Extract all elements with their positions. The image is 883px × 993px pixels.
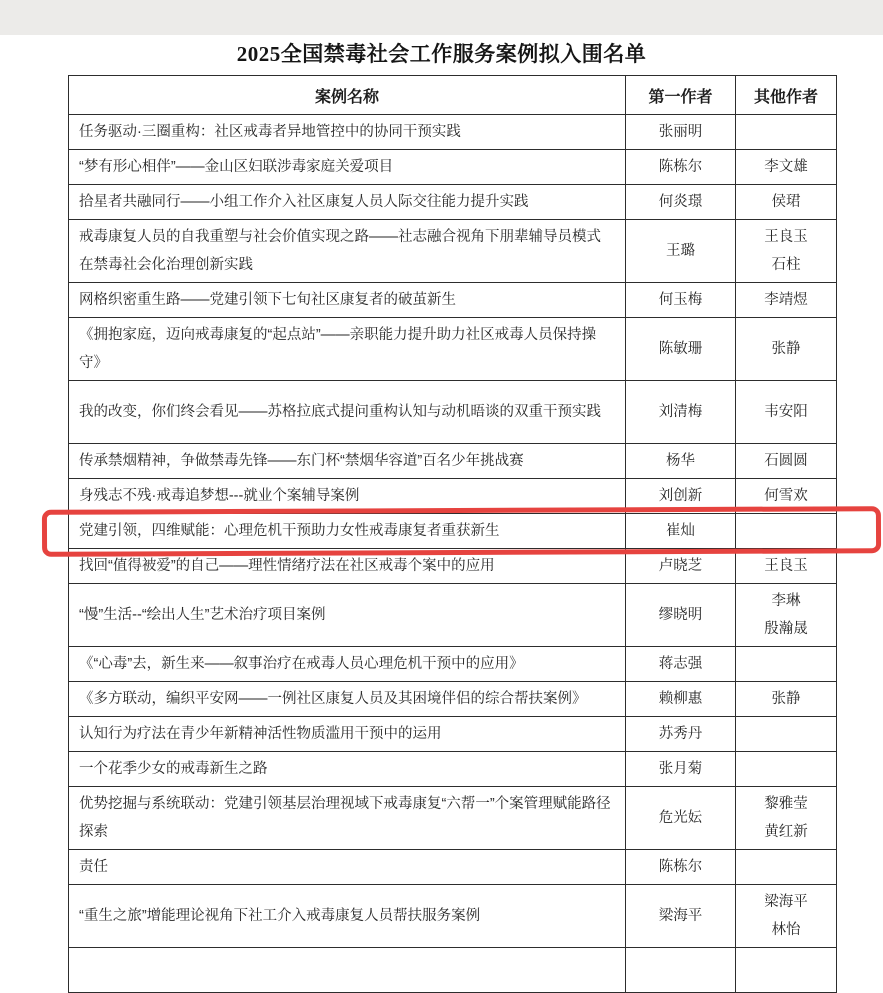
other-authors-cell: [736, 584, 837, 647]
other-authors-cell: [736, 717, 837, 752]
table-row: [69, 220, 837, 283]
other-authors-cell: [736, 283, 837, 318]
table-row: [69, 787, 837, 850]
first-author-cell: 蒋志强: [626, 647, 736, 682]
case-name-cell: “重生之旅”增能理论视角下社工介入戒毒康复人员帮扶服务案例: [69, 885, 626, 948]
table-row: [69, 115, 837, 150]
empty-cell: [736, 948, 837, 993]
other-authors-cell: [736, 850, 837, 885]
other-authors-cell: [736, 682, 837, 717]
other-authors-cell: [736, 647, 837, 682]
other-author-name: 殷瀚晟: [764, 621, 808, 637]
first-author-cell: 卢晓芝: [626, 549, 736, 584]
other-authors-cell: [736, 220, 837, 283]
case-name-cell: 责任: [69, 850, 626, 885]
table-body: [69, 115, 837, 993]
table-row: [69, 479, 837, 514]
table-row: [69, 682, 837, 717]
header-other-authors: 其他作者: [736, 76, 837, 115]
table-row: [69, 850, 837, 885]
case-name-cell: 身残志不残·戒毒追梦想---就业个案辅导案例: [69, 479, 626, 514]
other-author-name: 李文雄: [764, 159, 808, 175]
other-authors-cell: [736, 479, 837, 514]
first-author-cell: 张丽明: [626, 115, 736, 150]
first-author-cell: 陈栋尔: [626, 850, 736, 885]
table-row: [69, 584, 837, 647]
empty-cell: [626, 948, 736, 993]
first-author-cell: 危光妘: [626, 787, 736, 850]
table-row: [69, 185, 837, 220]
case-name-cell: 我的改变，你们终会看见——苏格拉底式提问重构认知与动机晤谈的双重干预实践: [69, 381, 626, 444]
first-author-cell: 何玉梅: [626, 283, 736, 318]
table-row: [69, 647, 837, 682]
case-name-cell: 网格织密重生路——党建引领下七旬社区康复者的破茧新生: [69, 283, 626, 318]
other-authors-cell: [736, 381, 837, 444]
first-author-cell: 刘创新: [626, 479, 736, 514]
case-name-cell: 戒毒康复人员的自我重塑与社会价值实现之路——社志融合视角下朋辈辅导员模式在禁毒社会化治理创新实践: [69, 220, 626, 283]
case-name-cell: 找回“值得被爱”的自己——理性情绪疗法在社区戒毒个案中的应用: [69, 549, 626, 584]
case-name-cell: 一个花季少女的戒毒新生之路: [69, 752, 626, 787]
table-row: [69, 283, 837, 318]
table-row: [69, 752, 837, 787]
header-first-author: 第一作者: [626, 76, 736, 115]
other-author-name: 侯珺: [771, 194, 801, 210]
other-author-name: 李靖煜: [764, 292, 808, 308]
table-row: [69, 150, 837, 185]
other-author-name: 张静: [771, 691, 801, 707]
other-authors-cell: [736, 318, 837, 381]
table-row-partial: [69, 948, 837, 993]
other-author-name: 韦安阳: [764, 404, 808, 420]
other-authors-cell: [736, 885, 837, 948]
case-name-cell: 《多方联动，编织平安网——一例社区康复人员及其困境伴侣的综合帮扶案例》: [69, 682, 626, 717]
table-row: [69, 381, 837, 444]
empty-cell: [69, 948, 626, 993]
first-author-cell: 崔灿: [626, 514, 736, 549]
case-name-cell: “梦有形心相伴”——金山区妇联涉毒家庭关爱项目: [69, 150, 626, 185]
first-author-cell: 赖柳惠: [626, 682, 736, 717]
other-authors-cell: [736, 549, 837, 584]
other-authors-cell: [736, 444, 837, 479]
other-author-name: 王良玉: [764, 229, 808, 245]
other-author-name: 黎雅莹: [764, 796, 808, 812]
other-authors-cell: [736, 514, 837, 549]
other-authors-cell: [736, 787, 837, 850]
case-name-cell: 优势挖掘与系统联动：党建引领基层治理视域下戒毒康复“六帮一”个案管理赋能路径探索: [69, 787, 626, 850]
other-author-name: 黄红新: [764, 824, 808, 840]
case-name-cell: 传承禁烟精神，争做禁毒先锋——东门杯“禁烟华容道”百名少年挑战赛: [69, 444, 626, 479]
table-row: [69, 318, 837, 381]
first-author-cell: 杨华: [626, 444, 736, 479]
other-author-name: 王良玉: [764, 558, 808, 574]
first-author-cell: 何炎璟: [626, 185, 736, 220]
other-author-name: 何雪欢: [764, 488, 808, 504]
header-row: [69, 76, 837, 115]
top-gray-band: [0, 0, 883, 35]
other-authors-cell: [736, 115, 837, 150]
table-header: [69, 76, 837, 115]
case-name-cell: 党建引领，四维赋能：心理危机干预助力女性戒毒康复者重获新生: [69, 514, 626, 549]
header-case-name: 案例名称: [69, 76, 626, 115]
first-author-cell: 张月菊: [626, 752, 736, 787]
first-author-cell: 王璐: [626, 220, 736, 283]
other-author-name: 梁海平: [764, 894, 808, 910]
other-authors-cell: [736, 185, 837, 220]
case-name-cell: 《拥抱家庭，迈向戒毒康复的“起点站”——亲职能力提升助力社区戒毒人员保持操守》: [69, 318, 626, 381]
other-author-name: 石柱: [771, 257, 801, 273]
case-name-cell: 认知行为疗法在青少年新精神活性物质滥用干预中的运用: [69, 717, 626, 752]
other-author-name: 张静: [771, 341, 801, 357]
first-author-cell: 陈栋尔: [626, 150, 736, 185]
table-row: [69, 885, 837, 948]
first-author-cell: 刘清梅: [626, 381, 736, 444]
table-row: [69, 717, 837, 752]
case-name-cell: 任务驱动·三圈重构：社区戒毒者异地管控中的协同干预实践: [69, 115, 626, 150]
table-row: [69, 444, 837, 479]
other-author-name: 林怡: [771, 922, 801, 938]
other-author-name: 李琳: [771, 593, 801, 609]
table-row: [69, 549, 837, 584]
first-author-cell: 陈敏珊: [626, 318, 736, 381]
first-author-cell: 缪晓明: [626, 584, 736, 647]
other-authors-cell: [736, 752, 837, 787]
case-name-cell: “慢”生活--“绘出人生”艺术治疗项目案例: [69, 584, 626, 647]
page-title: 2025全国禁毒社会工作服务案例拟入围名单: [236, 42, 647, 66]
case-name-cell: 拾星者共融同行——小组工作介入社区康复人员人际交往能力提升实践: [69, 185, 626, 220]
first-author-cell: 苏秀丹: [626, 717, 736, 752]
table-row: [69, 514, 837, 549]
other-authors-cell: [736, 150, 837, 185]
case-table: [68, 75, 837, 993]
other-author-name: 石圆圆: [764, 453, 808, 469]
case-name-cell: 《“心毒”去，新生来——叙事治疗在戒毒人员心理危机干预中的应用》: [69, 647, 626, 682]
first-author-cell: 梁海平: [626, 885, 736, 948]
